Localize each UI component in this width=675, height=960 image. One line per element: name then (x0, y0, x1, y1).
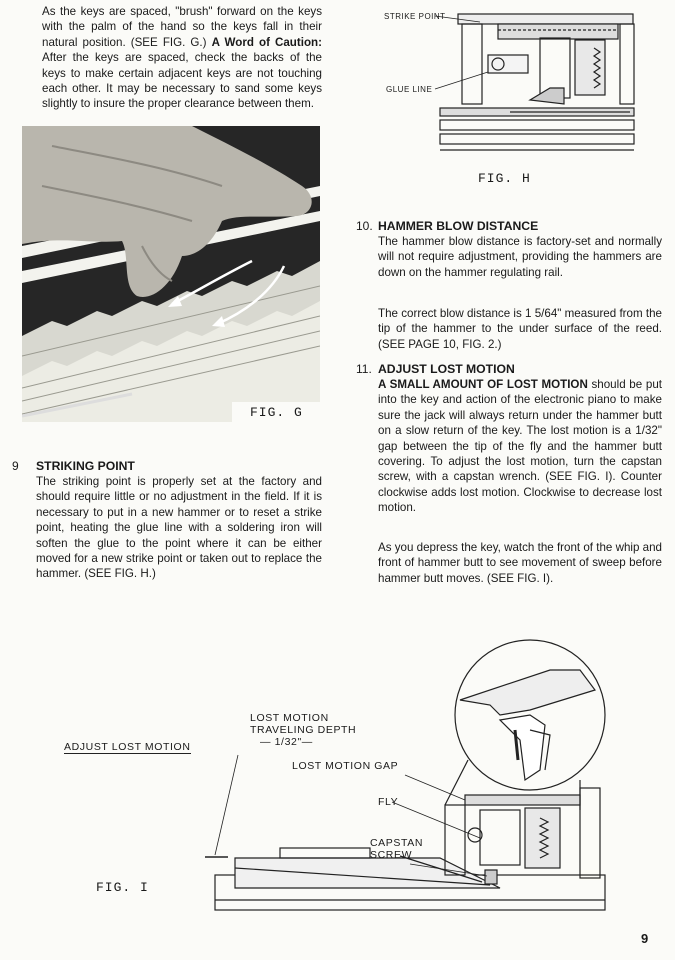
fig-h-label-glue-line: GLUE LINE (386, 85, 433, 94)
fig-i-label-lost-motion (250, 712, 356, 748)
section-10-body-1: The hammer blow distance is factory-set and normally will not require adjustment, providing the hammers are down on the hammer regulating rail. (378, 235, 662, 279)
section-11-body-2: As you depress the key, watch the front of the whip and front of hammer butt to see movement of sweep before hammer butt moves. (SEE FIG. I). (378, 541, 662, 585)
lost-motion-bold-lead: A SMALL AMOUNT OF LOST MOTION (378, 378, 588, 391)
section-10-number: 10. (356, 219, 373, 233)
section-11-heading: ADJUST LOST MOTION (378, 362, 515, 376)
fig-i-title-text: ADJUST LOST MOTION (64, 741, 191, 753)
page-number: 9 (641, 931, 649, 946)
fig-i-lost-motion-line1: LOST MOTION (250, 712, 329, 724)
fig-i-caption: FIG. I (96, 880, 149, 895)
section-10-heading: HAMMER BLOW DISTANCE (378, 219, 539, 233)
fig-i-label-capstan (370, 837, 423, 861)
fig-i-lost-motion-line3: — 1/32"— (260, 736, 313, 748)
fig-g-caption: FIG. G (250, 405, 303, 420)
section-9-body: The striking point is properly set at the factory and should require little or no adjustment in the field. If it is necessary to put in a new hammer or to reset a strike point, heating the glue line with a soldering iron will soften the glue to the point where it can be either moved for a new strike point or taken out to replace the hammer. (SEE FIG. H.) (36, 475, 322, 581)
fig-h-caption: FIG. H (478, 171, 531, 186)
section-11-body-1 (378, 377, 662, 516)
fig-i-title (64, 741, 191, 754)
fig-i-lost-motion-line2: TRAVELING DEPTH (250, 724, 357, 736)
intro-text-start: As the keys are spaced, "brush" forward on the keys with the palm of the hand so the keys fall in their natural position. (SEE FIG. G.) (42, 5, 322, 49)
caution-bold: A Word of Caution: (211, 35, 322, 49)
fig-h-label-strike-point: STRIKE POINT (384, 12, 446, 21)
fig-i-capstan-line2: SCREW (370, 849, 413, 861)
section-11-number: 11. (356, 362, 372, 376)
fig-g-illustration (22, 126, 320, 422)
section-11-body-text: should be put into the key and action of the electronic piano to make sure the jack will always return under the hammer butt on a slow return of the key. The lost motion is a 1/32" gap between the tip of the fly and the hammer butt covering. To adjust the lost motion, turn the capstan screw, with a capstan wrench. (SEE FIG. I). Counter clockwise adds lost motion. Clockwise to decrease lost motion. (378, 378, 662, 515)
section-9-number: 9 (12, 459, 19, 473)
fig-i-label-gap: LOST MOTION GAP (292, 760, 399, 772)
section-9-heading: STRIKING POINT (36, 459, 135, 473)
intro-text-end: After the keys are spaced, check the backs of the keys to make certain adjacent keys are not touching each other. It may be necessary to sand some keys slightly to insure the proper clearance between them. (42, 51, 322, 111)
fig-h-diagram (380, 0, 640, 168)
fig-i-capstan-line1: CAPSTAN (370, 837, 424, 849)
fig-i-label-fly: FLY (378, 796, 399, 808)
intro-paragraph (42, 4, 322, 112)
section-10-body-2: The correct blow distance is 1 5/64" measured from the tip of the hammer to the under surface of the reed. (SEE PAGE 10, FIG. 2.) (378, 307, 662, 351)
fig-i-diagram (200, 630, 620, 930)
fig-g-photo (22, 126, 320, 422)
